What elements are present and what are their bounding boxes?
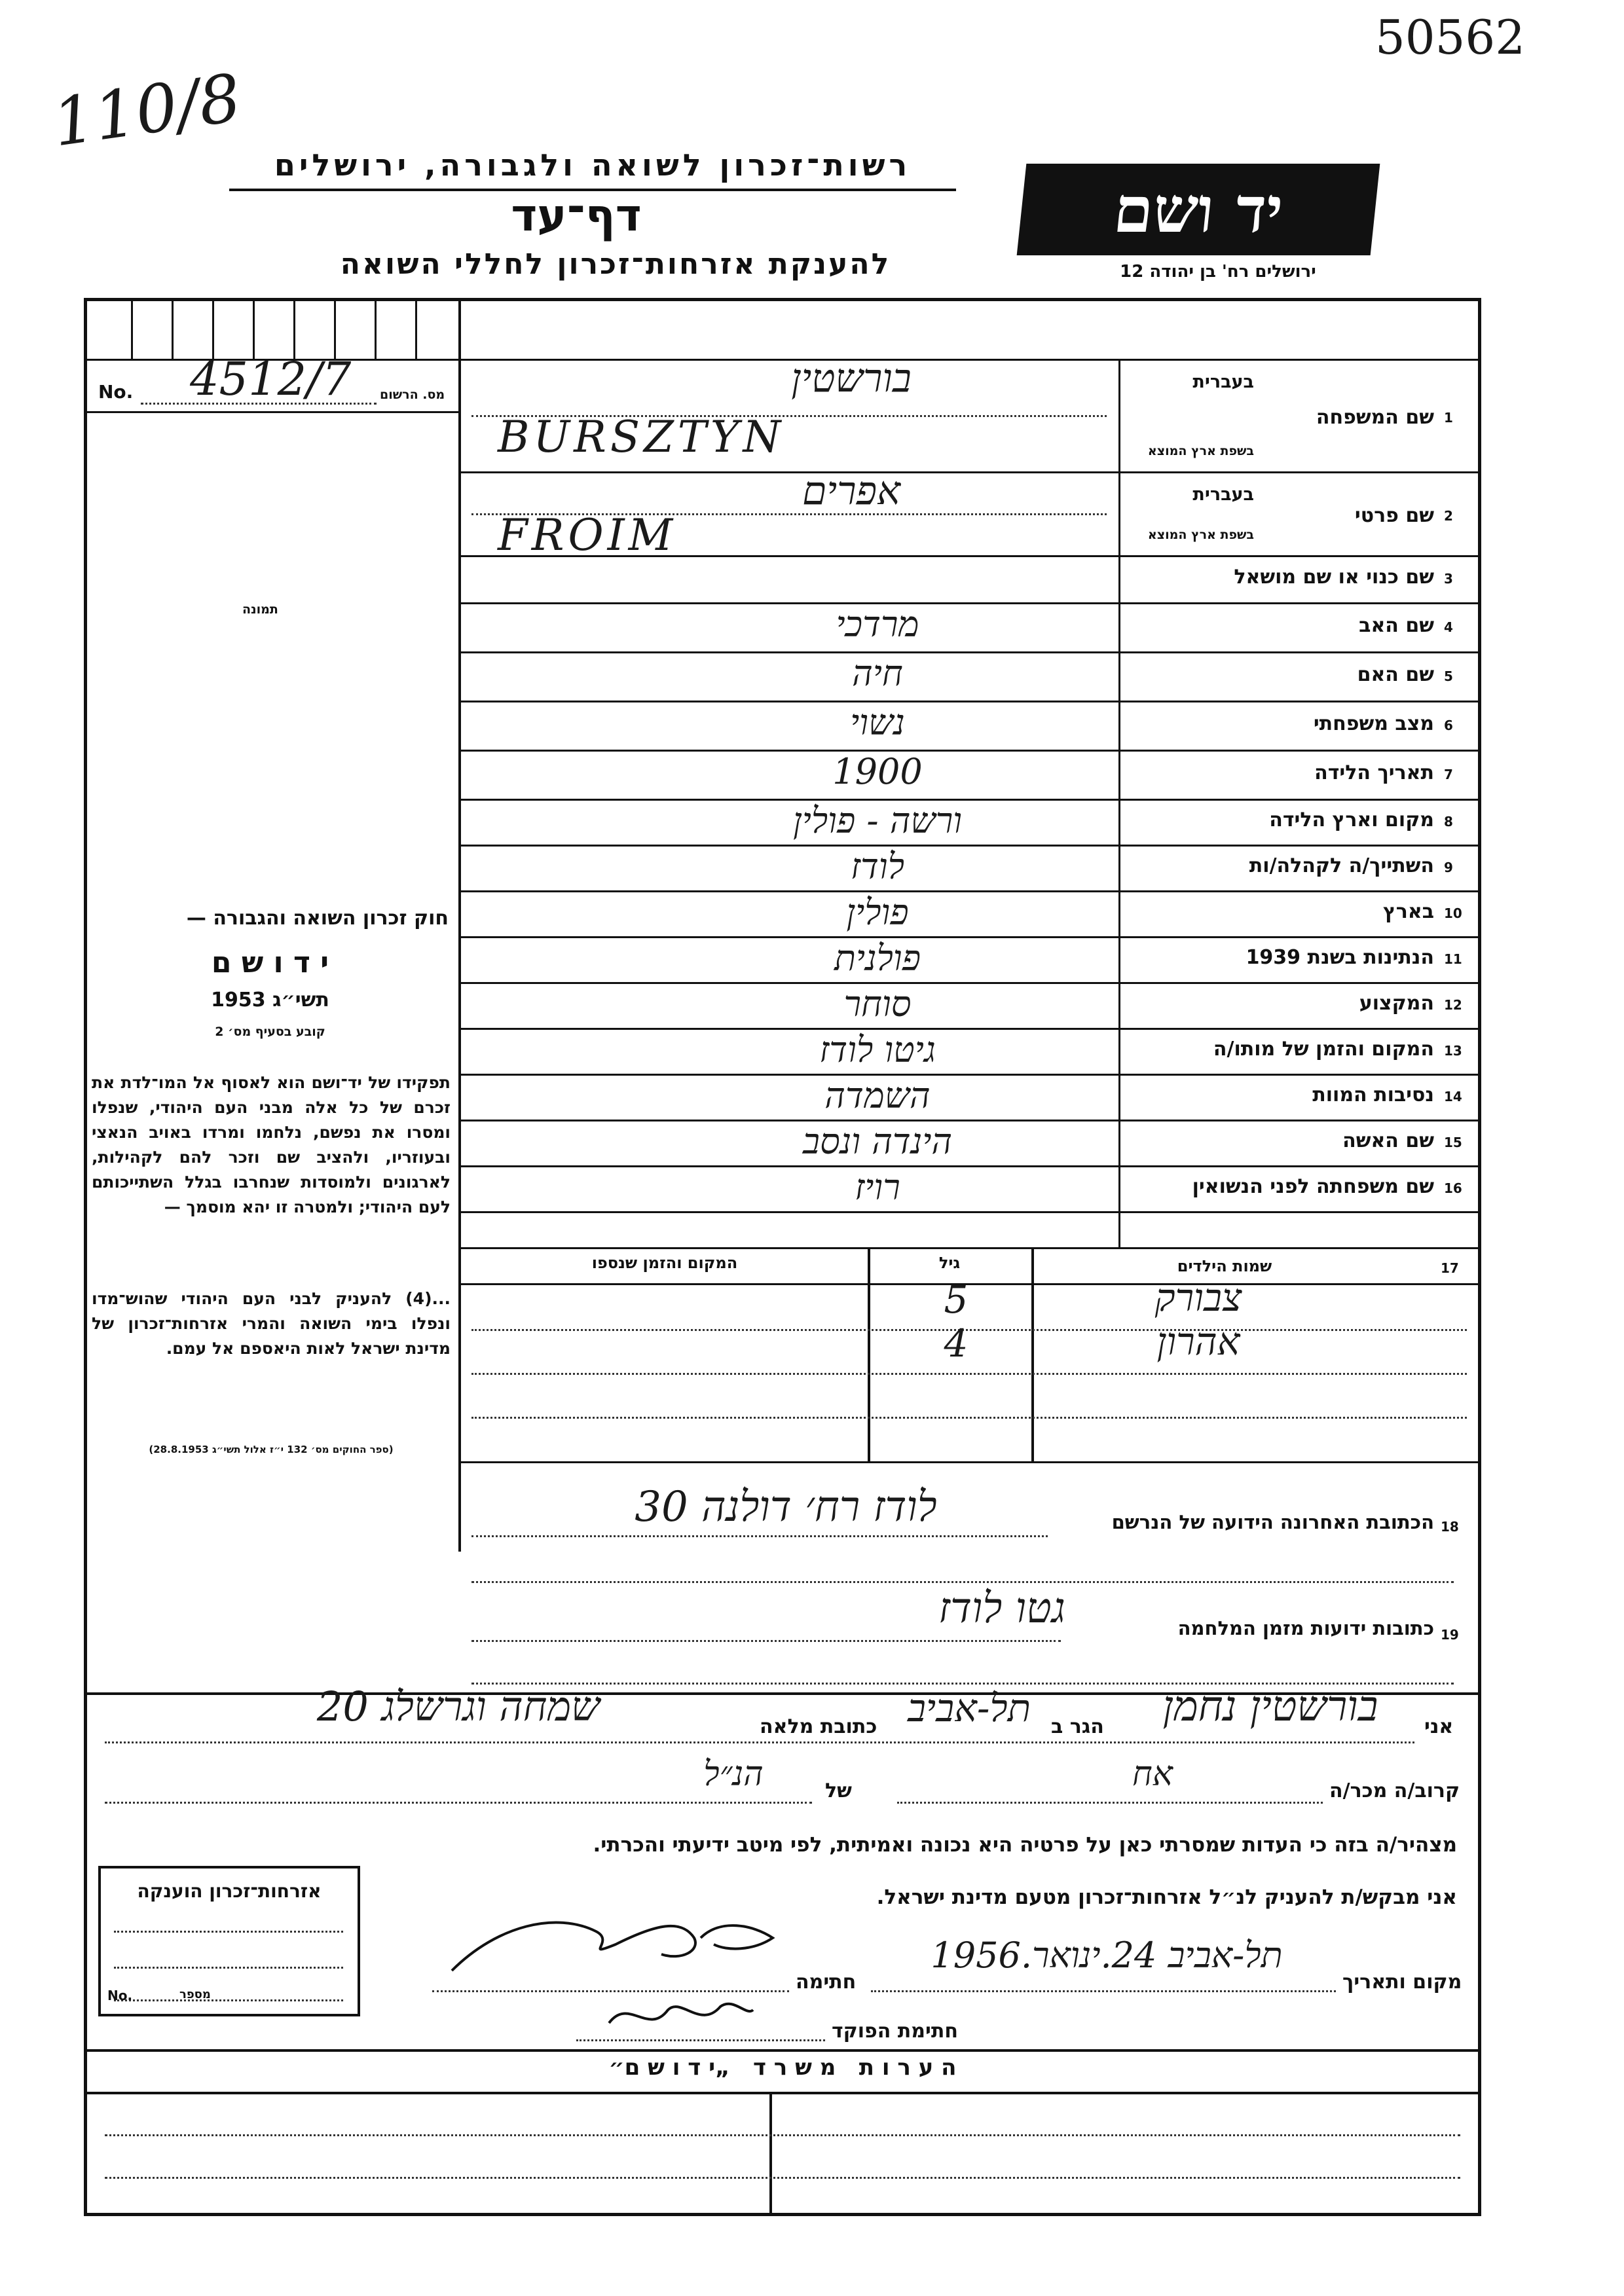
field-value: לודז [850, 846, 904, 887]
logo-address: ירושלים רח' בן יהודה 12 [1120, 262, 1316, 282]
address-19-num: 19 [1441, 1627, 1459, 1643]
field-value-hebrew: אפרים [802, 468, 901, 514]
award-num-label: מספר [179, 1988, 211, 2001]
field-number: 1 [1444, 410, 1453, 426]
top-box-divider [253, 298, 255, 359]
notes-title: ה ע ר ו ת מ ש ר ד „י ד ו ש ם״ [608, 2054, 957, 2081]
top-box-divider [172, 298, 174, 359]
law-name: י ד ו ש ם [211, 946, 329, 979]
top-box-divider [334, 298, 336, 359]
reg-no-value: 4512/7 [190, 352, 352, 406]
field-value: פולין [846, 892, 909, 933]
top-box-divider [212, 298, 214, 359]
address-19-value: גטו לודז [938, 1584, 1065, 1633]
children-num: 17 [1441, 1260, 1459, 1276]
declarant-signature [445, 1899, 786, 1990]
hebrew-tag: בעברית [1192, 484, 1254, 505]
declarant-full-addr-label: כתובת מלאה [760, 1715, 877, 1738]
field-value: רויז [855, 1167, 900, 1208]
declarant-resides-label: הגר ב [1051, 1715, 1104, 1738]
field-value: 1900 [832, 751, 923, 792]
top-box-divider [131, 298, 133, 359]
top-box-divider [293, 298, 295, 359]
field-label: תאריך הלידה [1314, 761, 1434, 784]
award-no-label: No. [107, 1988, 133, 2003]
top-box-divider [375, 298, 377, 359]
field-value: גיטו לודז [819, 1029, 936, 1070]
yad-vashem-logo [1017, 164, 1380, 255]
logo-text: יד ושם [1110, 172, 1287, 247]
field-label: מצב משפחתי [1313, 712, 1434, 735]
field-label: הנתינות בשנת 1939 [1246, 946, 1434, 969]
award-title: אזרחות־זכרון הוענקה [137, 1880, 322, 1902]
field-value-original: BURSZTYN [498, 412, 785, 462]
file-reference: 110/8 [48, 59, 246, 162]
field-value-hebrew: בורשטין [791, 355, 912, 401]
form-title: דף־עד [511, 190, 642, 242]
field-value: חיה [852, 653, 903, 694]
field-number: 6 [1444, 717, 1453, 733]
officer-signature [602, 1984, 760, 2043]
field-label: המקום והזמן של מותו/ה [1213, 1038, 1434, 1061]
child-age: 5 [944, 1277, 969, 1322]
address-18-value: לודז רח׳ דולנה 30 [635, 1483, 937, 1531]
hebrew-tag: בעברית [1192, 372, 1254, 392]
signature-label: חתימה [796, 1971, 857, 1994]
field-label: בארץ [1382, 900, 1434, 923]
field-value: מרדכי [836, 604, 919, 645]
field-number: 5 [1444, 668, 1453, 684]
field-label: שם האשה [1342, 1129, 1434, 1152]
field-number: 16 [1444, 1180, 1462, 1196]
of-label: של [825, 1779, 852, 1802]
place-date-value: תל-אביב 24.ינואר.1956 [931, 1935, 1283, 1976]
law-title: חוק זכרון השואה והגבורה — [186, 907, 449, 930]
field-number: 12 [1444, 997, 1462, 1013]
reg-label: מס. הרשום [380, 388, 445, 402]
field-number: 7 [1444, 766, 1453, 782]
field-label: שם משפחתה לפני הנשואין [1192, 1175, 1434, 1198]
law-footnote: (ספר החוקים מס׳ 132 י״ז אלול תשי״ג 28.8.1953) [149, 1444, 394, 1455]
archive-number: 50562 [1375, 10, 1526, 65]
field-label: שם המשפחה [1316, 406, 1434, 429]
declarant-full-addr: שמחה וגרשלג 20 [316, 1683, 600, 1730]
origin-language-tag: בשפת ארץ המוצא [1147, 444, 1254, 458]
field-label: נסיבות המוות [1312, 1084, 1434, 1106]
field-label: שם האב [1359, 613, 1434, 637]
field-number: 4 [1444, 619, 1453, 635]
field-value: נשוי [850, 702, 905, 743]
field-value: סוחר [843, 983, 912, 1025]
field-number: 10 [1444, 905, 1462, 921]
field-number: 11 [1444, 951, 1462, 967]
field-number: 9 [1444, 860, 1453, 875]
reg-no-label: No. [98, 381, 134, 403]
field-value-original: FROIM [498, 510, 677, 560]
field-value: השמדה [824, 1075, 931, 1116]
field-value: הינדה ונסב [802, 1121, 953, 1162]
declarant-i-label: אני [1424, 1715, 1454, 1738]
field-number: 14 [1444, 1089, 1462, 1104]
field-number: 13 [1444, 1043, 1462, 1059]
law-text-1: תפקידו של יד־ושם הוא לאסוף אל המו־לדת את זכרם של כל אלה מבני העם היהודי, שנפלו ומסרו את נפשם, נלחמו ומרדו באויב הנאצי ובעוזריו, ולהציב שם וזכר להם לקהילות, לארגונים ולמוסדות שנחרבו בגלל השתייכותם לעם היהודי; ולמטרה זו יהא מוסמך — [92, 1073, 451, 1216]
address-18-label: הכתובת האחרונה הידועה של הנרשם [1111, 1511, 1434, 1533]
relative-label: קרוב/ה מכר/ה [1329, 1779, 1460, 1802]
field-number: 2 [1444, 508, 1453, 524]
address-19-label: כתובות ידועות מזמן המלחמה [1177, 1617, 1434, 1639]
child-name: צבורק [1154, 1275, 1242, 1320]
origin-language-tag: בשפת ארץ המוצא [1147, 528, 1254, 542]
top-box-divider [415, 298, 417, 359]
award-box [98, 1866, 360, 2016]
field-label: שם פרטי [1354, 504, 1434, 527]
field-number: 8 [1444, 814, 1453, 829]
field-label: המקצוע [1359, 992, 1434, 1015]
children-col-age: גיל [938, 1254, 961, 1272]
field-number: 15 [1444, 1135, 1462, 1150]
authority-title: רשות־זכרון לשואה ולגבורה, ירושלים [274, 147, 912, 183]
field-label: מקום וארץ הלידה [1269, 809, 1434, 831]
field-label: השתייך/ה לקהלה/ות [1249, 854, 1434, 877]
photo-label: תמונה [242, 602, 278, 617]
declaration-text: מצהיר/ה בזה כי העדות שמסרתי כאן על פרטיה היא נכונה ואמיתית, לפי מיטב ידיעתי והכרתי. [593, 1833, 1457, 1857]
relative-value: אח [1132, 1755, 1173, 1794]
field-label: שם כנוי או שם מושאל [1234, 566, 1434, 589]
child-name: אהרון [1156, 1319, 1240, 1364]
request-text: אני מבקש/ת להעניק לנ״ל אזרחות־זכרון מטעם מדינת ישראל. [876, 1886, 1457, 1909]
children-col-names: שמות הילדים [1177, 1257, 1272, 1275]
law-clause: קובע בסעיף מס׳ 2 [215, 1025, 325, 1039]
address-18-num: 18 [1441, 1519, 1459, 1535]
law-text-2: ...(4) להעניק לבני העם היהודי שהוש־מדו ונפלו בימי השואה והמרי אזרחות־זכרון של מדינת ישראל לאות היאספם אל עמם. [92, 1289, 451, 1358]
field-value: פולנית [834, 938, 921, 979]
field-value: ורשה - פולין [792, 800, 963, 841]
of-value: הנ״ל [703, 1755, 764, 1794]
children-col-place: המקום והזמן שנספו [591, 1254, 738, 1272]
declarant-city: תל-אביב [907, 1686, 1031, 1730]
field-label: שם האם [1357, 663, 1434, 686]
form-subtitle: להענקת אזרחות־זכרון לחללי השואה [340, 247, 891, 281]
declarant-name: בורשטין נחמן [1162, 1683, 1378, 1731]
officer-label: חתימת הפוקד [832, 2020, 958, 2043]
field-number: 3 [1444, 571, 1453, 587]
place-date-label: מקום ותאריך [1342, 1971, 1462, 1994]
child-age: 4 [944, 1321, 969, 1366]
law-year: תשי״ג 1953 [211, 989, 329, 1011]
